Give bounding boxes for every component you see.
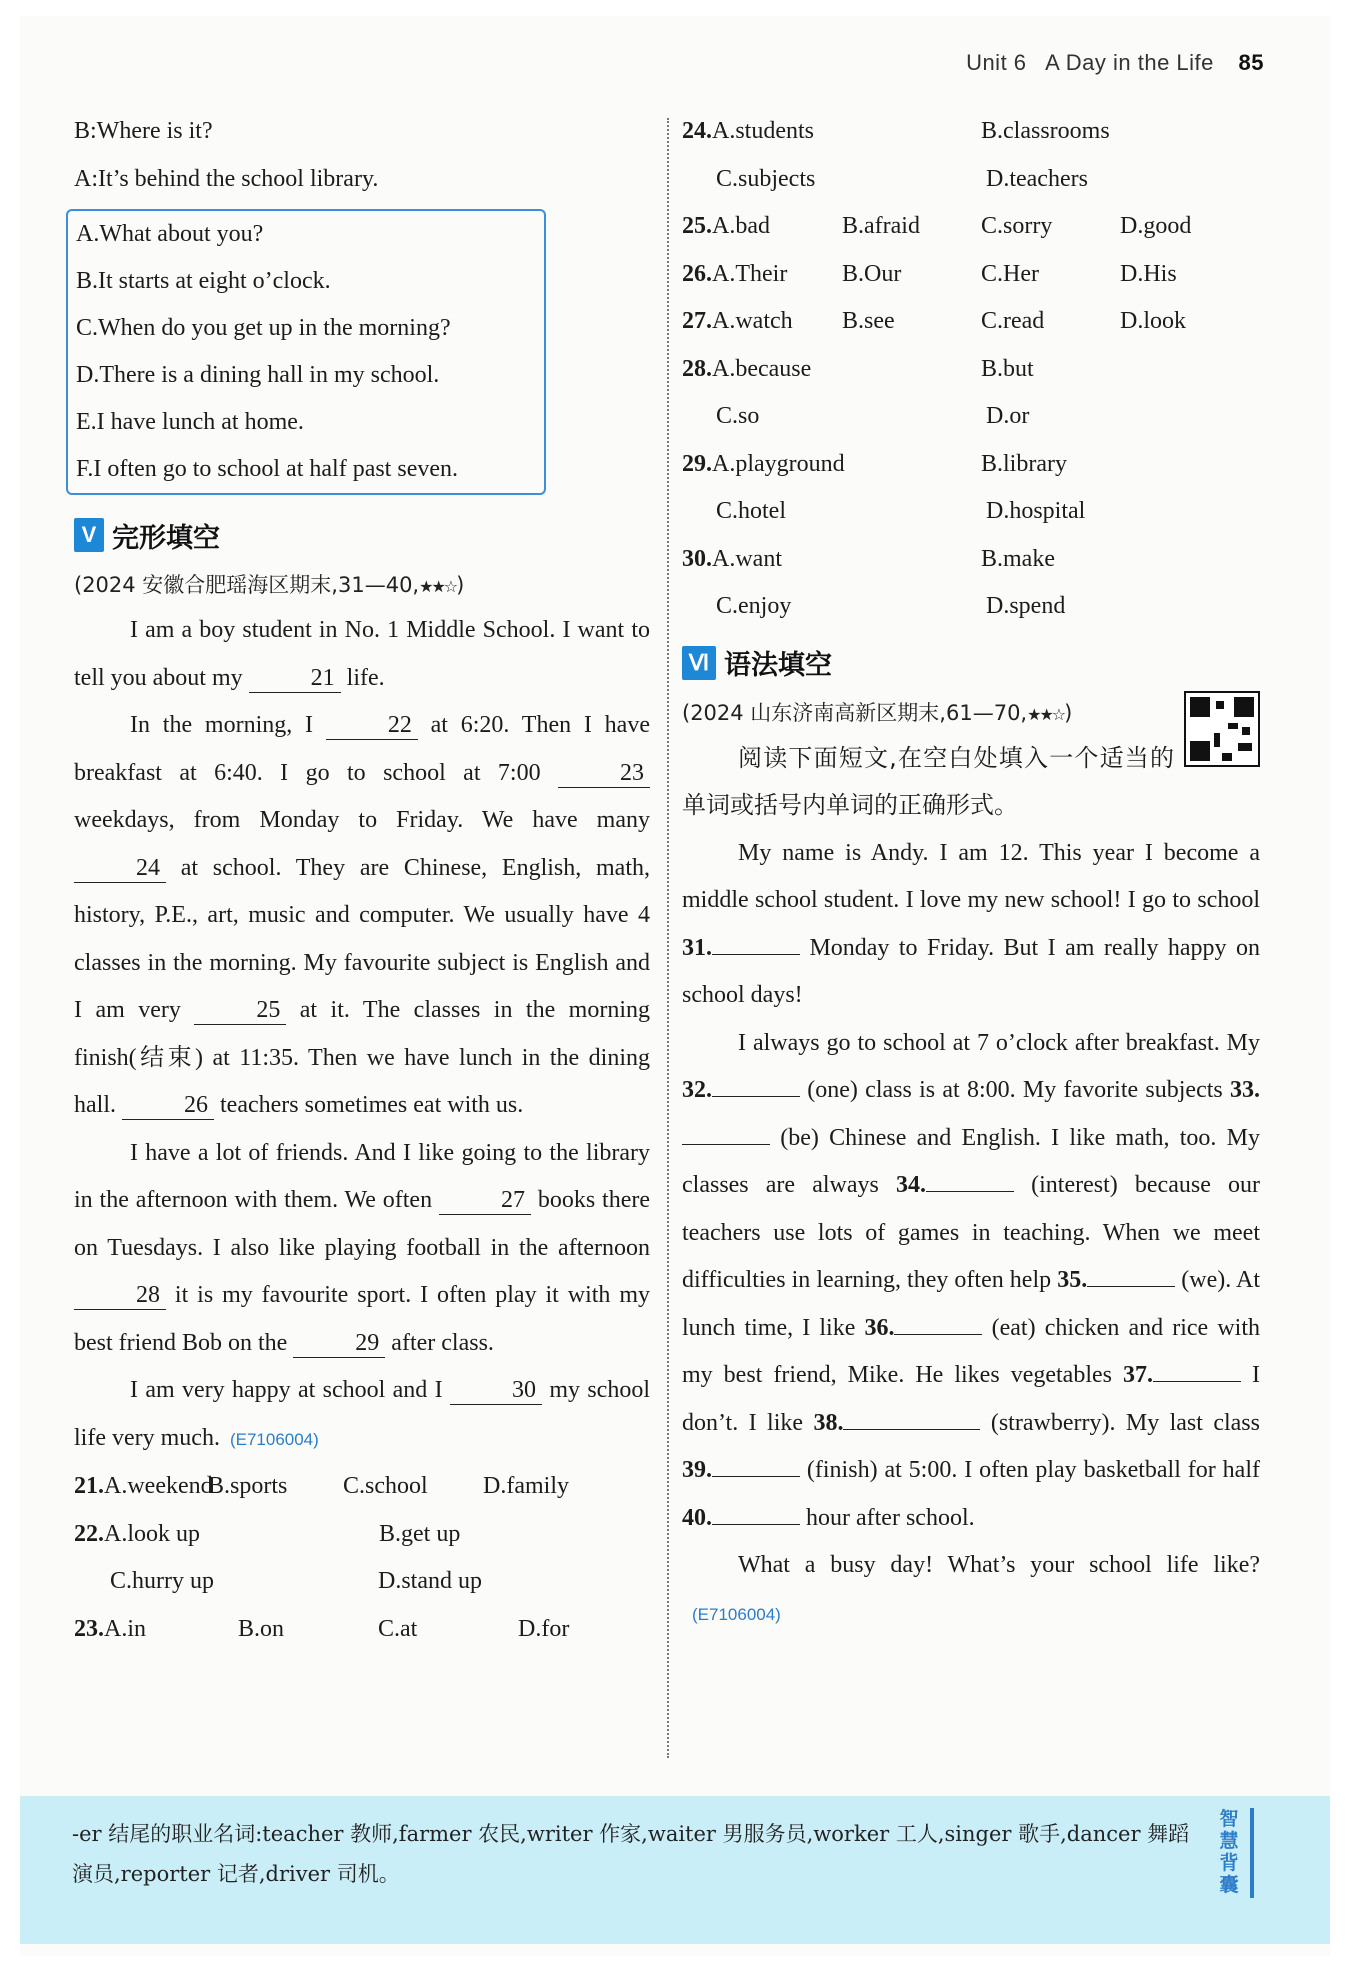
option: A.look up [104,1520,200,1547]
question-number: 21. [74,1473,104,1499]
option: C.enjoy [716,593,792,619]
cloze-paragraph: I have a lot of friends. And I like going to the library in the afternoon with them. We often 27 books there on Tuesdays. I also like playing football in the afternoon 28 it is my favourite sport. I often play it with my best friend Bob on the 29 after class. [74,1139,650,1356]
footer-side-bar [1250,1808,1254,1898]
cloze-paragraph: In the morning, I 22 at 6:20. Then I have breakfast at 6:40. I go to school at 7:00 23 weekdays, from Monday to Friday. We have many 24 at school. They are Chinese, English, math, history, P.E., art, music and computer. We usually have 4 classes in the morning. My favourite subject is English and I am very 25 at it. The classes in the morning finish(结束) at 11:35. Then we have lunch in the dining hall. 26 teachers sometimes eat with us. [74,712,650,1118]
section6-intro [682,691,1260,830]
source-text: (2024 安徽合肥瑶海区期末,31—40, [74,573,420,597]
option: A.weekend [104,1473,213,1499]
option: B.library [981,450,1067,477]
blank-29: 29 [293,1329,385,1358]
option-d: D.There is a dining hall in my school. [76,362,440,388]
difficulty-stars-icon: ★★☆ [419,577,457,596]
option: D.hospital [986,498,1086,524]
question-number: 23. [74,1615,104,1642]
blank-33 [682,1144,770,1145]
option: B.on [238,1615,285,1642]
cloze-paragraph: I am a boy student in No. 1 Middle School. I want to tell you about my 21 life. [74,617,650,691]
option: C.subjects [716,165,816,192]
option: A.bad [712,213,770,239]
instruction: 阅读下面短文,在空白处填入一个适当的单词或括号内单词的正确形式。 [682,743,1174,819]
grammar-paragraph: My name is Andy. I am 12. This year I become a middle school student. I love my new school! I go to school 31. Monday to Friday. But I am really happy on school days! [682,839,1260,1008]
unit-title: A Day in the Life [1045,50,1214,75]
option: B.but [981,355,1034,382]
blank-24: 24 [74,854,166,883]
question-30-cont [682,583,1260,631]
grammar-paragraph: What a busy day! What’s your school life like?(E7106004) [692,1552,1260,1624]
blank-22: 22 [326,711,418,740]
question-24-cont [682,156,1260,204]
option: A.playground [712,450,845,477]
option: C.at [378,1615,418,1642]
question-number: 22. [74,1520,104,1547]
option: D.stand up [378,1568,482,1594]
option: B.sports [208,1473,288,1499]
option: D.His [1120,260,1177,287]
option: B.see [842,308,895,334]
question-28-cont [682,393,1260,441]
section-title: 完形填空 [112,522,220,554]
difficulty-stars-icon: ★★☆ [1027,704,1065,724]
running-header [966,50,1264,76]
blank-40 [712,1524,800,1525]
question-number: 27. [682,308,712,334]
blank-36 [894,1334,982,1335]
option: A.watch [712,308,793,334]
exercise-code: (E7106004) [692,1604,781,1624]
tip-footer [20,1796,1330,1944]
question-number: 28. [682,355,712,382]
option: D.family [483,1473,569,1499]
option-c: C.When do you get up in the morning? [76,315,451,341]
right-column [682,108,1260,1638]
page-number: 85 [1238,50,1264,75]
question-23 [74,1606,650,1654]
question-22-cont [74,1558,650,1606]
blank-28: 28 [74,1281,166,1310]
section-number-badge: V [74,518,104,552]
blank-39 [712,1476,800,1477]
option: D.good [1120,213,1192,239]
question-number: 25. [682,213,712,239]
left-column [74,108,650,1653]
option-a: A.What about you? [76,221,264,247]
blank-25: 25 [194,996,286,1025]
question-24 [682,108,1260,156]
option: B.get up [379,1520,461,1547]
option: C.hurry up [110,1568,214,1594]
column-divider [667,118,669,1758]
blank-21: 21 [249,664,341,693]
option: C.sorry [981,213,1053,239]
exercise-code: (E7106004) [229,1429,319,1449]
source-end: ) [456,573,465,597]
option: A.Their [712,260,788,287]
option-b: B.It starts at eight o’clock. [76,268,331,294]
question-22 [74,1511,650,1559]
unit-label: Unit 6 [966,50,1027,75]
option: D.or [986,403,1030,429]
option: A.students [712,118,814,144]
option: C.read [981,308,1045,334]
section-heading [682,635,1260,691]
question-number: 26. [682,260,712,287]
question-30 [682,536,1260,584]
source-text: (2024 山东济南高新区期末,61—70, [682,700,1028,725]
footer-text: -er 结尾的职业名词:teacher 教师,farmer 农民,writer 作家,waiter 男服务员,worker 工人,singer 歌手,dancer 舞蹈演员,reporter 记者,driver 司机。 [72,1822,1190,1886]
question-27 [682,298,1260,346]
option: B.make [981,545,1055,572]
option: A.in [104,1615,146,1642]
option: C.school [343,1473,428,1499]
option: D.look [1120,308,1186,334]
blank-34 [926,1191,1014,1192]
question-26 [682,251,1260,299]
blank-26: 26 [122,1091,214,1120]
section-title: 语法填空 [724,650,832,681]
option: B.Our [842,260,902,287]
option: A.because [712,355,812,382]
option: D.spend [986,593,1066,619]
dialog-line: B:Where is it? [74,118,213,144]
option-f: F.I often go to school at half past seven. [76,456,458,482]
question-29 [682,441,1260,489]
question-28 [682,346,1260,394]
question-number: 30. [682,545,712,572]
source-end: ) [1064,700,1073,725]
option: A.want [712,545,782,572]
blank-27: 27 [439,1186,531,1215]
option-e: E.I have lunch at home. [76,409,304,435]
dialog-line: A:It’s behind the school library. [74,165,379,192]
question-number: 24. [682,118,712,144]
blank-31 [712,954,800,955]
blank-35 [1087,1286,1175,1287]
option: C.hotel [716,498,786,524]
option: B.afraid [842,213,920,239]
exercise-source [682,691,1260,735]
blank-30: 30 [450,1376,542,1405]
option: B.classrooms [981,118,1110,144]
options-box [66,209,546,495]
question-29-cont [682,488,1260,536]
section-heading [74,507,650,563]
question-21 [74,1463,650,1511]
section-number-badge: Ⅵ [682,646,716,680]
blank-32 [712,1096,800,1097]
cloze-paragraph: I am very happy at school and I 30 my school life very much. (E7106004) [74,1377,650,1451]
qr-code-icon[interactable] [1184,691,1260,767]
grammar-paragraph: I always go to school at 7 o’clock after breakfast. My 32. (one) class is at 8:00. My favorite subjects 33. (be) Chinese and English. I like math, too. My classes are always 34. (interest) because our teachers use lots of games in teaching. When we meet difficulties in learning, they often help 35. (we). At lunch time, I like 36. (eat) chicken and rice with my best friend, Mike. He likes vegetables 37. I don’t. I like 38. (strawberry). My last class 39. (finish) at 5:00. I often play basketball for half 40. hour after school. [682,1029,1261,1531]
option: C.so [716,403,760,429]
option: C.Her [981,260,1039,287]
question-number: 29. [682,450,712,477]
question-25 [682,203,1260,251]
option: D.teachers [986,165,1088,192]
blank-23: 23 [558,759,650,788]
footer-side-label: 智慧背囊 [1219,1808,1239,1896]
blank-37 [1153,1381,1241,1382]
exercise-source [74,563,650,607]
option: D.for [518,1615,570,1642]
blank-38 [843,1429,980,1430]
